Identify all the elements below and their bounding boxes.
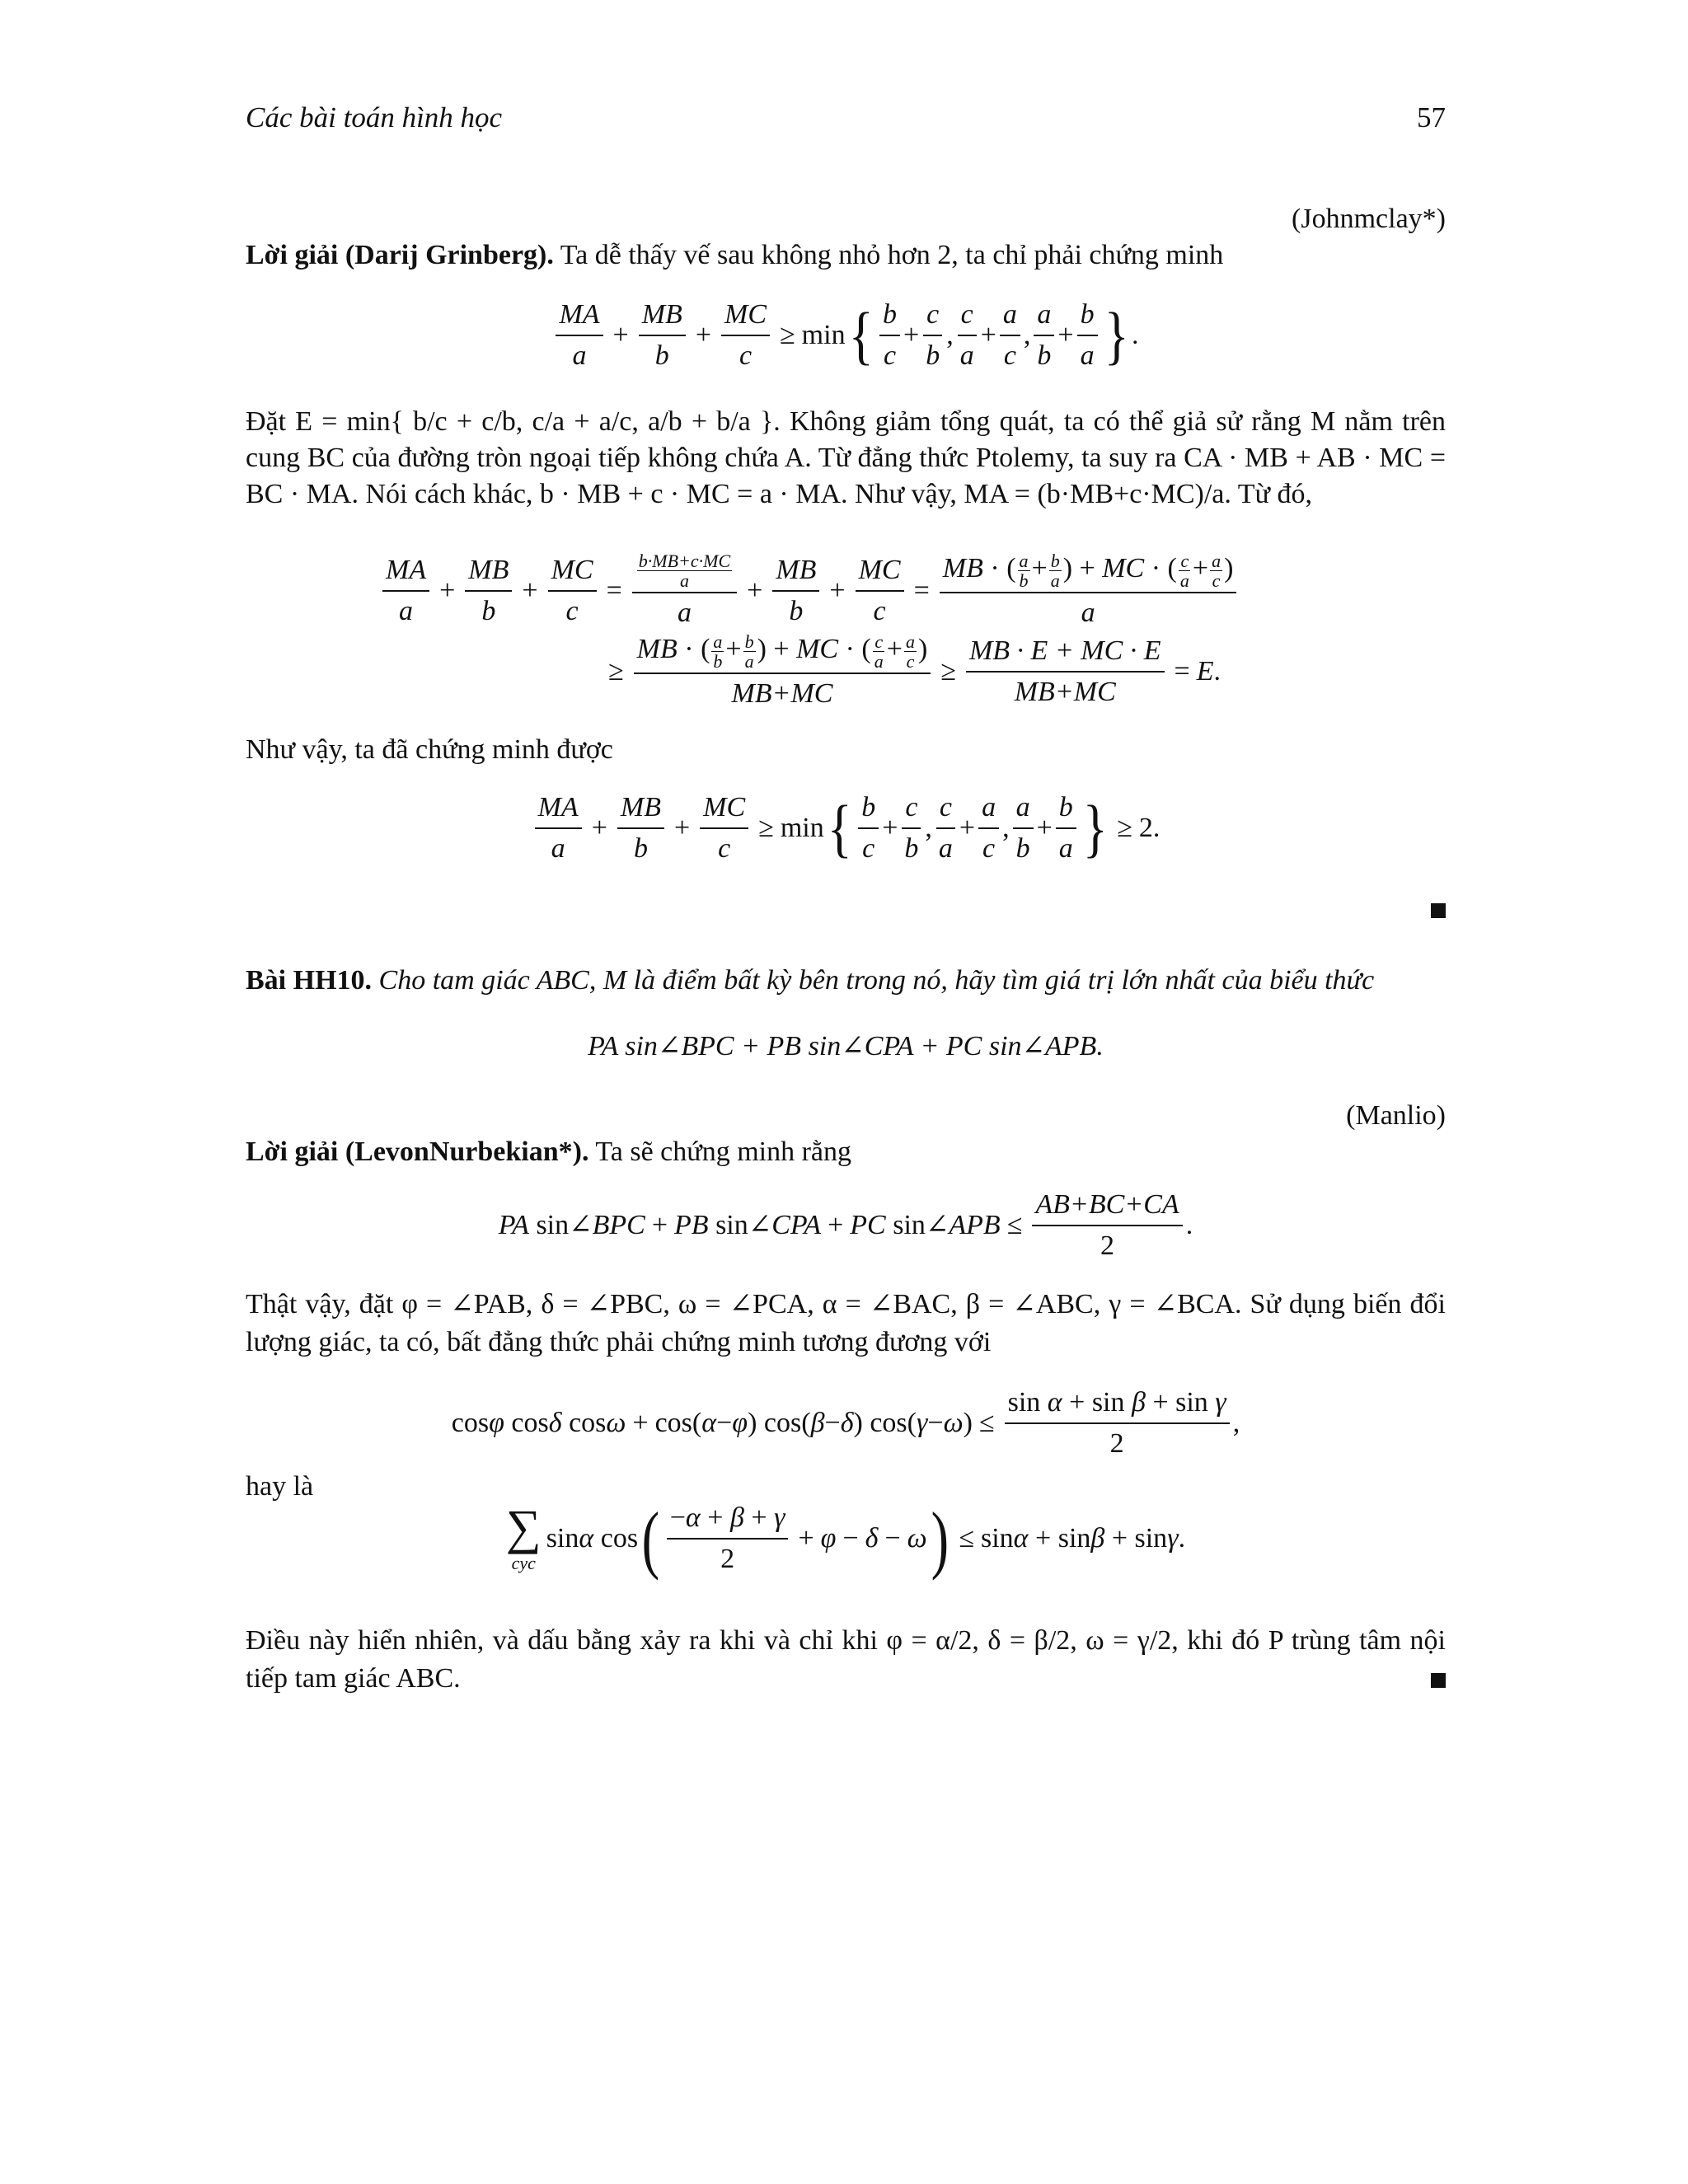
solution2-para1: Thật vậy, đặt φ = ∠PAB, δ = ∠PBC, ω = ∠PCA, α = ∠BAC, β = ∠ABC, γ = ∠BCA. Sử dụng biến đổi lượng giác, ta có, bất đẳng thức phải chứng minh tương đương với <box>246 1289 1446 1357</box>
problem-statement: Cho tam giác ABC, M là điểm bất kỳ bên trong nó, hãy tìm giá trị lớn nhất của biểu thức <box>378 965 1375 996</box>
hay-la: hay là <box>246 1471 314 1502</box>
equation-2-line2: ≥ MB · ( $\frac{a}{b}$ + $\frac{b}{a}$ ) + MC · ( $\frac{c}{a}$ + $\frac{a}{c}$ ) MB+MC ≥ $\frac{MB \cdot E + MC \cdot E}{MB+MC}$ = E . <box>608 630 1221 709</box>
equation-4: PA sin∠ BPC + PB sin∠ CPA + PC sin∠ APB ≤ $\frac{AB+BC+CA}{2}$ . <box>246 1187 1446 1269</box>
problem-expression: PA sin∠BPC + PB sin∠CPA + PC sin∠APB. <box>588 1031 1104 1062</box>
problem-hh10 <box>246 963 1446 999</box>
qed-square-1 <box>1431 903 1446 918</box>
page-number: 57 <box>1417 101 1446 134</box>
credit-johnmclay: (Johnmclay*) <box>1292 204 1446 234</box>
solution1-intro-line <box>246 237 1446 274</box>
solution1-conclusion: Như vậy, ta đã chứng minh được <box>246 734 613 765</box>
qed-square-2 <box>1431 1673 1446 1688</box>
equation-3: $\frac{MA}{a}$ + $\frac{MB}{b}$ + $\frac{MC}{c}$ ≥ min { $\frac{b}{c}$ + $\frac{c}{b}$ , $\frac{c}{a}$ + $\frac{a}{c}$ , $\frac{a}{b}$ + $\frac{b}{a}$ } ≥ 2. <box>246 790 1446 872</box>
solution2-intro: Ta sẽ chứng minh rằng <box>595 1137 852 1167</box>
running-title: Các bài toán hình học <box>246 101 503 134</box>
solution2-heading: Lời giải (LevonNurbekian*). <box>246 1137 589 1167</box>
solution2-final: Điều này hiển nhiên, và dấu bằng xảy ra khi và chỉ khi φ = α/2, δ = β/2, ω = γ/2, khi đó P trùng tâm nội tiếp tam giác ABC. <box>246 1625 1446 1694</box>
equation-1: $\frac{MA}{a}$ + $\frac{MB}{b}$ + $\frac{MC}{c}$ ≥ min { $\frac{b}{c}$ + $\frac{c}{b}$ , $\frac{c}{a}$ + $\frac{a}{c}$ , $\frac{a}{b}$ + $\frac{b}{a}$ } . <box>246 297 1446 379</box>
equation-5: cos φ cos δ cos ω + cos( α − φ ) cos( β − δ ) cos( γ − ω ) ≤ $\frac{\text{sin α + sin β + sin γ}}{2}$ , <box>246 1385 1446 1467</box>
credit-manlio: (Manlio) <box>1346 1100 1446 1131</box>
equation-2-line1: $\frac{MA}{a}$ + $\frac{MB}{b}$ + $\frac{MC}{c}$ = $\frac{\frac{b\cdot MB+c\cdot MC}{a}}{a}$ + $\frac{MB}{b}$ + $\frac{MC}{c}$ = MB · ( $\frac{a}{b}$ + $\frac{b}{a}$ ) + MC · ( $\frac{c}{a}$ + $\frac{a}{c}$ ) a <box>379 551 1409 633</box>
solution2-intro-line <box>246 1134 1446 1170</box>
equation-6: ∑ cyc sin α cos ( $\frac{-\alpha + \beta + \gamma}{2}$ + φ − δ − ω ) ≤ sin α + sin β + sin γ . <box>505 1497 1186 1582</box>
solution1-para1: Đặt E = min{ b/c + c/b, c/a + a/c, a/b + b/a }. Không giảm tổng quát, ta có thể giả sử rằng M nằm trên cung BC của đường tròn ngoại tiếp không chứa A. Từ đẳng thức Ptolemy, ta suy ra CA · MB + AB · MC = BC · MA. Nói cách khác, b · MB + c · MC = a · MA. Như vậy, MA = (b·MB+c·MC)/a. Từ đó, <box>246 406 1446 509</box>
solution1-heading: Lời giải (Darij Grinberg). <box>246 240 554 270</box>
solution1-intro: Ta dễ thấy vế sau không nhỏ hơn 2, ta chỉ phải chứng minh <box>560 240 1224 270</box>
problem-label: Bài HH10. <box>246 965 373 996</box>
